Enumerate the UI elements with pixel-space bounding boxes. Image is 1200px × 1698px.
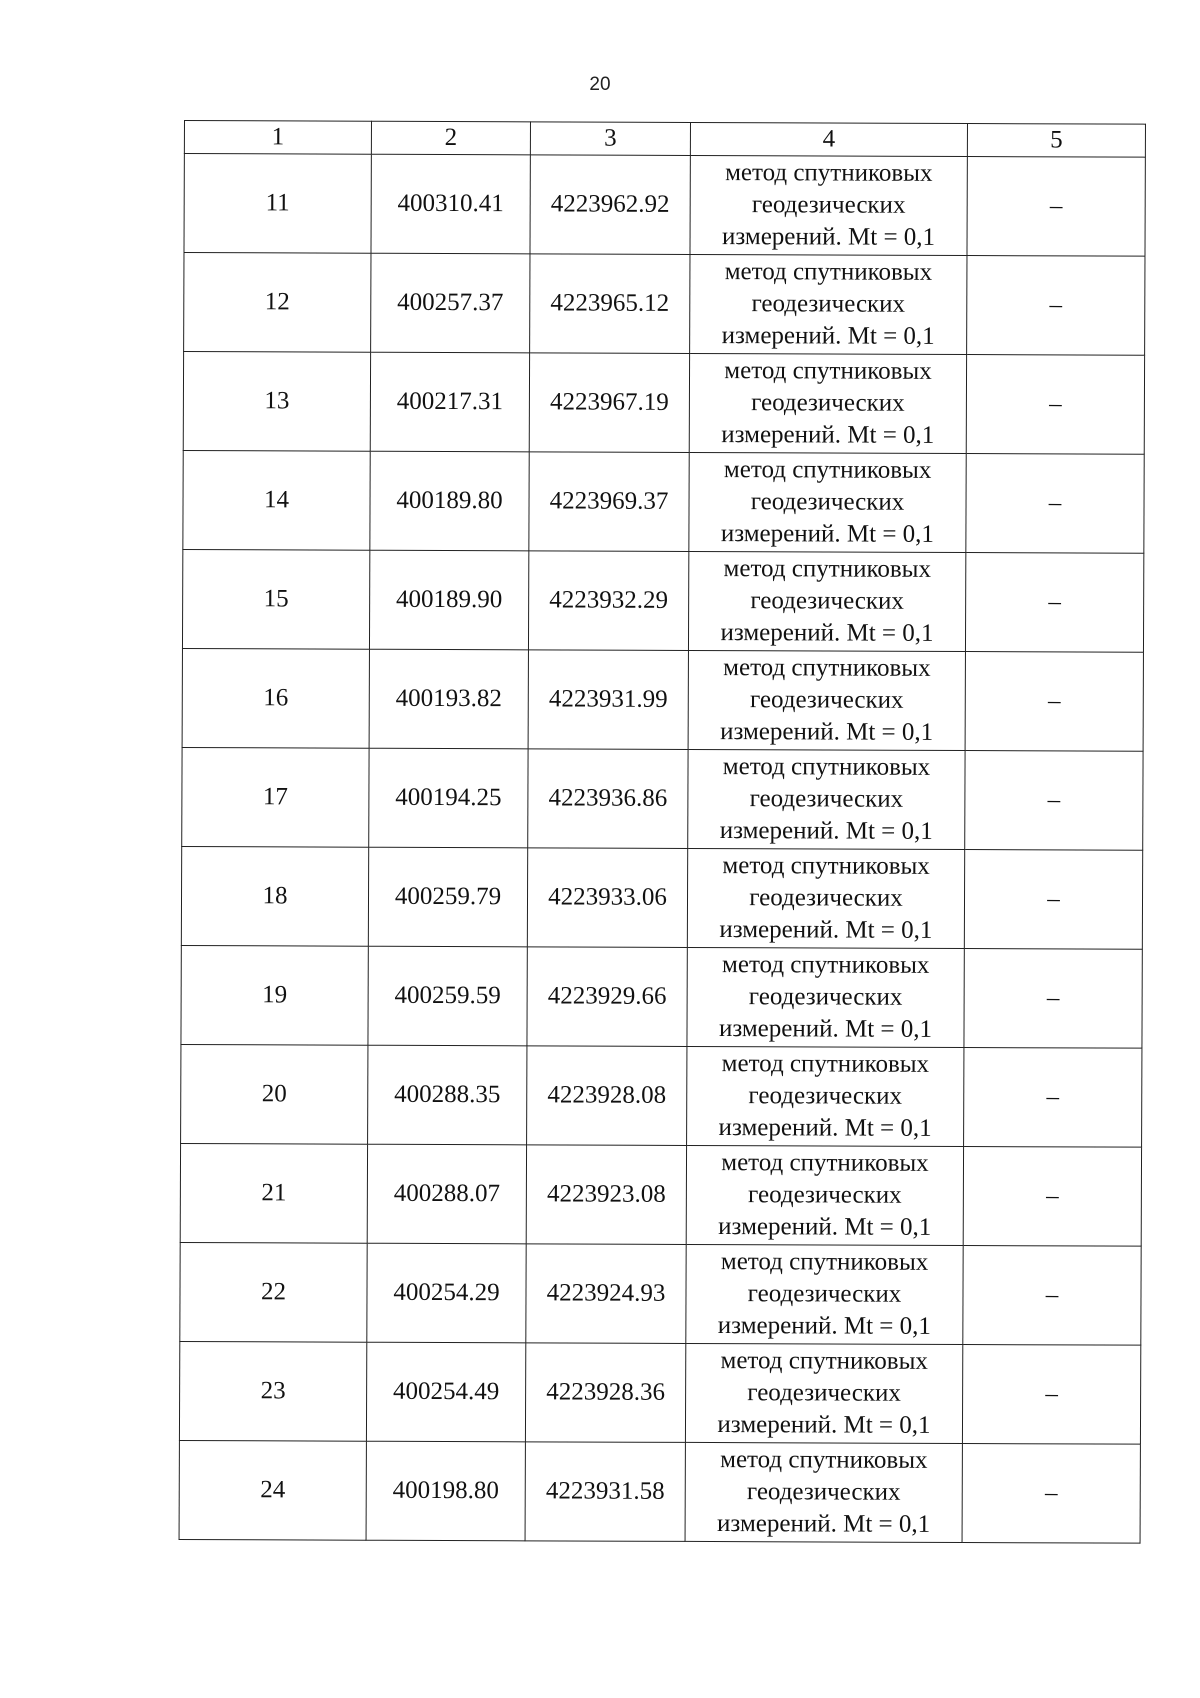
method-line: геодезических: [751, 389, 905, 417]
method-line: геодезических: [748, 1082, 903, 1110]
method-cell: [688, 749, 965, 849]
method-line: метод спутниковых: [723, 555, 932, 583]
method-cell: [689, 452, 966, 552]
y-coordinate-cell: 4223929.66: [527, 947, 687, 1047]
point-number-cell: 24: [179, 1440, 366, 1540]
page-number: 20: [589, 74, 611, 95]
y-coordinate-cell: 4223962.92: [530, 155, 690, 255]
y-coordinate-cell: 4223933.06: [527, 848, 687, 948]
note-cell: –: [965, 652, 1143, 752]
header-col-5: 5: [967, 124, 1145, 158]
header-col-3: 3: [530, 122, 690, 156]
point-number-cell: 12: [184, 253, 371, 353]
x-coordinate-cell: 400189.90: [369, 550, 528, 650]
x-coordinate-cell: 400257.37: [371, 253, 530, 353]
method-line: измерений. Mt = 0,1: [717, 1411, 931, 1439]
x-coordinate-cell: 400198.80: [366, 1441, 525, 1541]
table-row: [183, 352, 1144, 455]
method-cell: [686, 1244, 963, 1344]
method-line: измерений. Mt = 0,1: [720, 520, 934, 548]
method-cell: [687, 1046, 964, 1146]
y-coordinate-cell: 4223928.36: [525, 1343, 685, 1443]
header-col-1: 1: [184, 121, 371, 155]
method-cell: [686, 1145, 963, 1245]
method-line: измерений. Mt = 0,1: [718, 1213, 932, 1241]
method-line: метод спутниковых: [720, 1347, 928, 1375]
table-row: [182, 549, 1143, 652]
method-line: геодезических: [747, 1379, 901, 1407]
table-row: [181, 846, 1142, 949]
method-line: геодезических: [748, 983, 903, 1011]
point-number-cell: 23: [179, 1341, 366, 1441]
table-row: [182, 747, 1143, 850]
header-col-4: 4: [690, 122, 967, 156]
method-line: геодезических: [751, 191, 906, 219]
table-row: [184, 253, 1145, 356]
note-cell: –: [963, 1246, 1141, 1346]
x-coordinate-cell: 400259.79: [368, 847, 527, 947]
note-cell: –: [962, 1443, 1140, 1543]
method-line: метод спутниковых: [720, 1446, 928, 1474]
method-line: метод спутниковых: [724, 357, 932, 385]
note-cell: –: [966, 355, 1144, 455]
method-line: измерений. Mt = 0,1: [721, 322, 935, 350]
table-header: [184, 121, 1145, 158]
method-line: измерений. Mt = 0,1: [721, 223, 936, 251]
x-coordinate-cell: 400288.35: [368, 1045, 527, 1145]
method-line: метод спутниковых: [722, 951, 930, 979]
point-number-cell: 20: [181, 1044, 368, 1144]
x-coordinate-cell: 400310.41: [371, 154, 530, 254]
table-body: [179, 154, 1145, 1544]
note-cell: –: [964, 850, 1142, 950]
method-line: измерений. Mt = 0,1: [719, 817, 933, 845]
table-row: [184, 154, 1145, 257]
method-line: измерений. Mt = 0,1: [718, 1114, 932, 1142]
method-line: геодезических: [746, 1478, 901, 1506]
method-line: измерений. Mt = 0,1: [718, 1015, 933, 1043]
x-coordinate-cell: 400259.59: [368, 946, 527, 1046]
method-line: метод спутниковых: [722, 753, 931, 781]
note-cell: –: [964, 949, 1142, 1049]
method-line: измерений. Mt = 0,1: [719, 916, 933, 944]
method-line: метод спутниковых: [722, 852, 930, 880]
method-cell: [685, 1442, 962, 1542]
point-number-cell: 17: [182, 747, 369, 847]
y-coordinate-cell: 4223928.08: [527, 1046, 687, 1146]
method-line: геодезических: [749, 884, 903, 912]
note-cell: –: [965, 751, 1143, 851]
point-number-cell: 22: [180, 1242, 367, 1342]
method-line: метод спутниковых: [720, 1248, 929, 1276]
x-coordinate-cell: 400193.82: [369, 649, 528, 749]
table-row: [182, 648, 1143, 751]
table-row: [181, 945, 1142, 1048]
y-coordinate-cell: 4223931.99: [528, 650, 688, 750]
note-cell: –: [962, 1344, 1140, 1444]
x-coordinate-cell: 400194.25: [369, 748, 528, 848]
note-cell: –: [966, 454, 1144, 554]
method-line: измерений. Mt = 0,1: [720, 619, 934, 647]
table-row: [180, 1242, 1141, 1345]
point-number-cell: 21: [180, 1143, 367, 1243]
method-cell: [685, 1343, 962, 1443]
header-col-2: 2: [371, 121, 530, 155]
x-coordinate-cell: 400254.49: [366, 1342, 525, 1442]
method-cell: [690, 254, 967, 354]
y-coordinate-cell: 4223923.08: [526, 1145, 686, 1245]
method-cell: [688, 551, 965, 651]
table-row: [179, 1341, 1140, 1444]
method-line: геодезических: [747, 1280, 902, 1308]
y-coordinate-cell: 4223967.19: [529, 353, 689, 453]
method-line: геодезических: [749, 686, 904, 714]
point-number-cell: 19: [181, 945, 368, 1045]
method-line: измерений. Mt = 0,1: [720, 718, 934, 746]
method-line: измерений. Mt = 0,1: [717, 1312, 931, 1340]
method-line: метод спутниковых: [723, 654, 931, 682]
note-cell: –: [967, 256, 1145, 356]
point-number-cell: 15: [182, 549, 369, 649]
method-cell: [689, 353, 966, 453]
method-cell: [687, 947, 964, 1047]
note-cell: –: [963, 1147, 1141, 1247]
note-cell: –: [965, 553, 1143, 653]
method-line: метод спутниковых: [721, 1050, 930, 1078]
x-coordinate-cell: 400288.07: [367, 1144, 526, 1244]
table-row: [179, 1440, 1140, 1543]
table-row: [183, 450, 1144, 553]
method-line: метод спутниковых: [723, 456, 932, 484]
method-line: геодезических: [751, 290, 906, 318]
note-cell: –: [967, 157, 1145, 257]
table-row: [180, 1143, 1141, 1246]
method-line: геодезических: [750, 587, 905, 615]
y-coordinate-cell: 4223969.37: [529, 452, 689, 552]
header-row: [184, 121, 1145, 158]
point-number-cell: 14: [183, 450, 370, 550]
x-coordinate-cell: 400254.29: [367, 1243, 526, 1343]
point-number-cell: 13: [183, 352, 370, 452]
method-line: геодезических: [749, 785, 904, 813]
method-line: метод спутниковых: [721, 1149, 929, 1177]
x-coordinate-cell: 400217.31: [370, 352, 529, 452]
y-coordinate-cell: 4223932.29: [528, 551, 688, 651]
method-cell: [687, 848, 964, 948]
method-line: метод спутниковых: [724, 258, 933, 286]
method-line: геодезических: [750, 488, 905, 516]
point-number-cell: 18: [181, 846, 368, 946]
y-coordinate-cell: 4223936.86: [528, 749, 688, 849]
point-number-cell: 11: [184, 154, 371, 254]
method-cell: [690, 155, 967, 255]
method-cell: [688, 650, 965, 750]
table-row: [181, 1044, 1142, 1147]
coordinates-table: [179, 120, 1146, 1544]
y-coordinate-cell: 4223931.58: [525, 1442, 685, 1542]
y-coordinate-cell: 4223924.93: [526, 1244, 686, 1344]
method-line: измерений. Mt = 0,1: [721, 421, 935, 449]
note-cell: –: [964, 1048, 1142, 1148]
method-line: метод спутниковых: [725, 159, 933, 187]
y-coordinate-cell: 4223965.12: [530, 254, 690, 354]
method-line: измерений. Mt = 0,1: [717, 1510, 931, 1538]
x-coordinate-cell: 400189.80: [370, 451, 529, 551]
method-line: геодезических: [748, 1181, 902, 1209]
point-number-cell: 16: [182, 648, 369, 748]
